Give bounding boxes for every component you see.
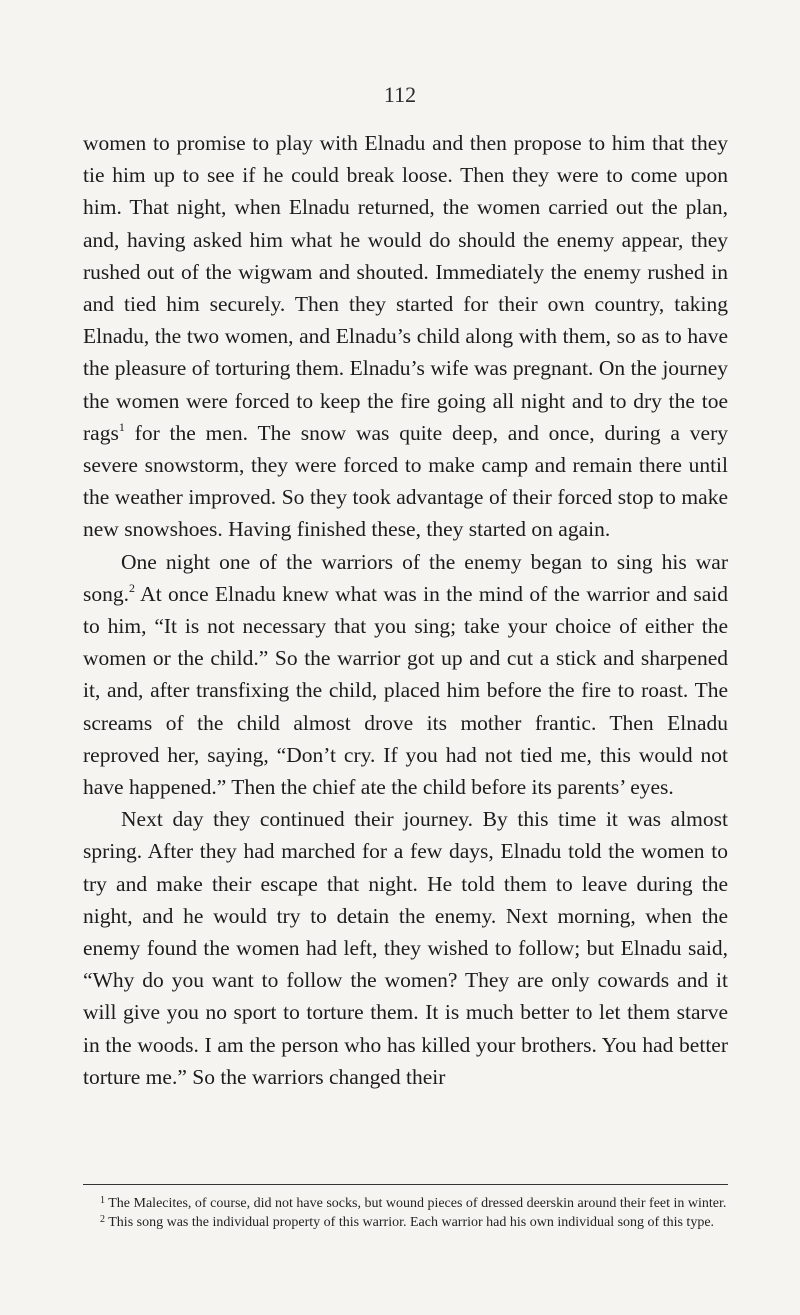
- page-number: 112: [383, 82, 417, 107]
- paragraph-text: women to promise to play with Elnadu and then propose to him that they tie him up to see if he could break loose. Then they were to come upon him. That night, when Elnadu returned, the women carried out the plan, and, having asked him what he would do should the enemy appear, they rushed out of the wigwam and shouted. Immediately the enemy rushed in and tied him securely. Then they started for their own country, taking Elnadu, the two women, and Elnadu’s child along with them, so as to have the pleasure of torturing them. Elnadu’s wife was pregnant. On the journey the women were forced to keep the fire going all night and to dry the toe rags: [83, 131, 728, 445]
- body-text: [83, 127, 728, 1093]
- footnotes: [83, 1194, 728, 1232]
- paragraph: [83, 803, 728, 1093]
- paragraph-text: for the men. The snow was quite deep, and once, during a very severe snowstorm, they were forced to make camp and remain there until the weather improved. So they took advantage of their forced stop to make new snowshoes. Having finished these, they started on again.: [83, 420, 728, 542]
- footnote-divider: [83, 1184, 728, 1185]
- footnote-mark: 1: [100, 1195, 105, 1206]
- paragraph: [83, 546, 728, 804]
- paragraph-text: One night one of the warriors of the enemy began to sing his war song.: [83, 549, 728, 606]
- footnote-reference: 2: [129, 580, 135, 595]
- footnote-text: The Malecites, of course, did not have socks, but wound pieces of dressed deerskin around their feet in winter.: [108, 1196, 727, 1211]
- paragraph-text: At once Elnadu knew what was in the mind of the warrior and said to him, “It is not necessary that you sing; take your choice of either the women or the child.” So the warrior got up and cut a stick and sharpened it, and, after transfixing the child, placed him before the fire to roast. The screams of the child almost drove its mother frantic. Then Elnadu reproved her, saying, “Don’t cry. If you had not tied me, this would not have happened.” Then the chief ate the child before its parents’ eyes.: [83, 581, 728, 800]
- footnote: [83, 1213, 728, 1232]
- footnote-reference: 1: [118, 419, 125, 434]
- footnote-mark: 2: [100, 1214, 105, 1225]
- footnote: [83, 1194, 728, 1213]
- paragraph-text: Next day they continued their journey. By this time it was almost spring. After they had marched for a few days, Elnadu told the women to try and make their escape that night. He told them to leave during the night, and he would try to detain the enemy. Next morning, when the enemy found the women had left, they wished to follow; but Elnadu said, “Why do you want to follow the women? They are only cowards and it will give you no sport to torture them. It is much better to let them starve in the woods. I am the person who has killed your brothers. You had better torture me.” So the warriors changed their: [83, 807, 728, 1089]
- paragraph: [83, 127, 728, 546]
- footnote-text: This song was the individual property of this warrior. Each warrior had his own individual song of this type.: [108, 1215, 715, 1230]
